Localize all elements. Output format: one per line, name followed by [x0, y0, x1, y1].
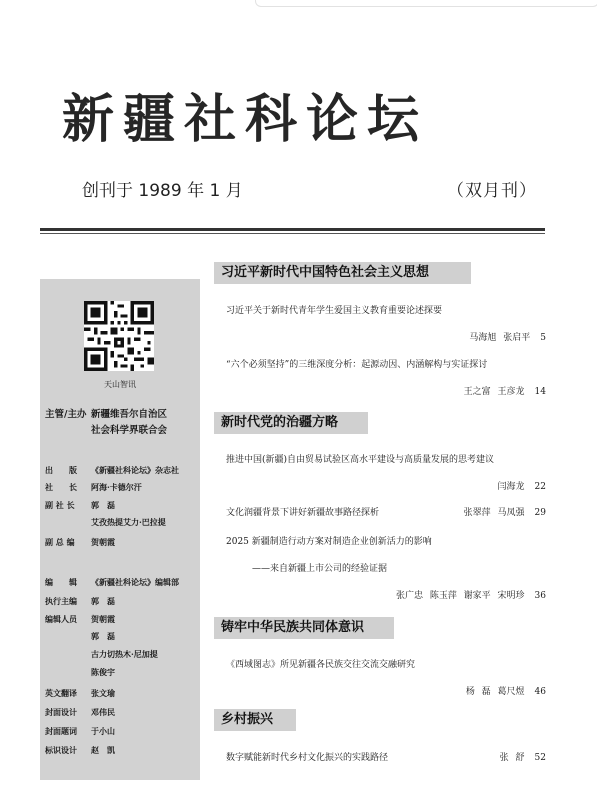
section-heading: 乡村振兴: [214, 709, 296, 731]
browser-tab-edge: [255, 0, 597, 7]
article-title[interactable]: 数字赋能新时代乡村文化振兴的实践路径: [226, 753, 389, 763]
masthead-value: 新疆维吾尔自治区: [91, 409, 168, 420]
article-authors: [396, 588, 546, 601]
masthead-row: [45, 667, 115, 678]
article-title[interactable]: 2025 新疆制造行动方案对制造企业创新活力的影响: [226, 537, 432, 547]
masthead-value: 郭 磊: [91, 631, 115, 641]
section-heading: 铸牢中华民族共同体意识: [214, 617, 394, 639]
masthead-label: 编 辑: [45, 577, 77, 587]
author-names: 张 舒: [499, 753, 525, 763]
author-names: 张广忠 陈玉萍 谢家平 宋明珍: [395, 591, 525, 601]
masthead-label: 封面题词: [45, 726, 77, 736]
masthead-value: 社会科学界联合会: [91, 425, 168, 436]
masthead-row: [45, 425, 167, 436]
author-names: 杨 磊 葛尺煜: [465, 687, 525, 697]
masthead-row: [45, 500, 115, 511]
article-authors: [498, 479, 546, 492]
masthead-row: [45, 577, 179, 588]
masthead-value: 郭 磊: [91, 596, 115, 606]
masthead-value: 《新疆社科论坛》编辑部: [91, 577, 179, 587]
article-authors: [469, 330, 546, 343]
masthead-value: 于小山: [91, 726, 115, 736]
masthead-label: 副 社 长: [45, 500, 75, 510]
masthead-value: 古力切热木·尼加提: [91, 649, 158, 659]
masthead-row: [45, 688, 115, 699]
masthead-row: [45, 614, 115, 625]
masthead-row: [45, 537, 115, 548]
masthead-label: 英文翻译: [45, 688, 77, 698]
masthead-label: 副 总 编: [45, 537, 75, 547]
qr-caption: 天山智讯: [104, 380, 136, 389]
masthead-value: 《新疆社科论坛》杂志社: [91, 465, 179, 475]
author-names: 马海旭 张启平: [469, 333, 531, 343]
masthead-label: 主管/主办: [45, 409, 87, 420]
masthead-row: [45, 596, 115, 607]
section-heading: 新时代党的治疆方略: [214, 412, 368, 434]
masthead-row: [45, 745, 115, 756]
masthead-row: [45, 409, 167, 420]
masthead-value: 陈俊宇: [91, 667, 115, 677]
masthead-row: [45, 517, 166, 528]
masthead-label: 封面设计: [45, 707, 77, 717]
masthead-label: 出 版: [45, 465, 77, 475]
masthead-value: 张文瑜: [91, 688, 115, 698]
masthead-label: 执行主编: [45, 596, 77, 606]
masthead-row: [45, 726, 115, 737]
qr-code-icon[interactable]: [84, 301, 154, 371]
masthead-value: 郭 磊: [91, 500, 115, 510]
masthead-row: [45, 465, 179, 476]
article-authors: [464, 384, 546, 397]
masthead-row: [45, 707, 115, 718]
masthead-row: [45, 482, 142, 493]
author-names: 王之富 王彦龙: [463, 387, 525, 397]
masthead-label: 编辑人员: [45, 614, 77, 624]
author-names: 闫海龙: [497, 482, 525, 492]
article-authors: [464, 505, 546, 518]
masthead-row: [45, 631, 115, 642]
masthead-row: [45, 649, 158, 660]
article-title[interactable]: 习近平关于新时代青年学生爱国主义教育重要论述探要: [226, 306, 443, 316]
page-number: 46: [534, 687, 546, 697]
article-title[interactable]: 推进中国(新疆)自由贸易试验区高水平建设与高质量发展的思考建议: [226, 455, 495, 465]
article-authors: [500, 750, 546, 763]
page-number: 36: [534, 591, 546, 601]
article-title[interactable]: “六个必须坚持”的三维深度分析：起源动因、内涵解构与实证探讨: [226, 360, 488, 370]
journal-title: 新疆社科论坛: [62, 89, 429, 150]
author-names: 张翠萍 马凤强: [463, 508, 525, 518]
article-subtitle: ——来自新疆上市公司的经验证据: [252, 564, 388, 574]
header-rule-thick: [40, 228, 545, 231]
masthead-label: 标识设计: [45, 745, 77, 755]
header-rule-thin: [40, 233, 545, 234]
founded-date: 创刊于 1989 年 1 月: [82, 181, 243, 201]
masthead-value: 贺朝霞: [91, 614, 115, 624]
page-number: 14: [534, 387, 546, 397]
masthead-value: 阿海·卡德尔汗: [91, 482, 142, 492]
section-heading: 习近平新时代中国特色社会主义思想: [214, 262, 471, 284]
article-title[interactable]: 《西域图志》所见新疆各民族交往交流交融研究: [226, 660, 416, 670]
article-authors: [466, 684, 546, 697]
masthead-value: 赵 凯: [91, 745, 115, 755]
article-title[interactable]: 文化润疆背景下讲好新疆故事路径探析: [226, 508, 380, 518]
masthead-sidebar: [40, 279, 200, 780]
page-number: 52: [534, 753, 546, 763]
page-number: 29: [534, 508, 546, 518]
masthead-label: 社 长: [45, 482, 77, 492]
publication-frequency: （双月刊）: [447, 181, 537, 201]
masthead-value: 邓伟民: [91, 707, 115, 717]
masthead-value: 贺朝霞: [91, 537, 115, 547]
page-number: 22: [534, 482, 546, 492]
masthead-value: 艾孜热提艾力·巴拉提: [91, 517, 166, 527]
page-number: 5: [540, 333, 546, 343]
